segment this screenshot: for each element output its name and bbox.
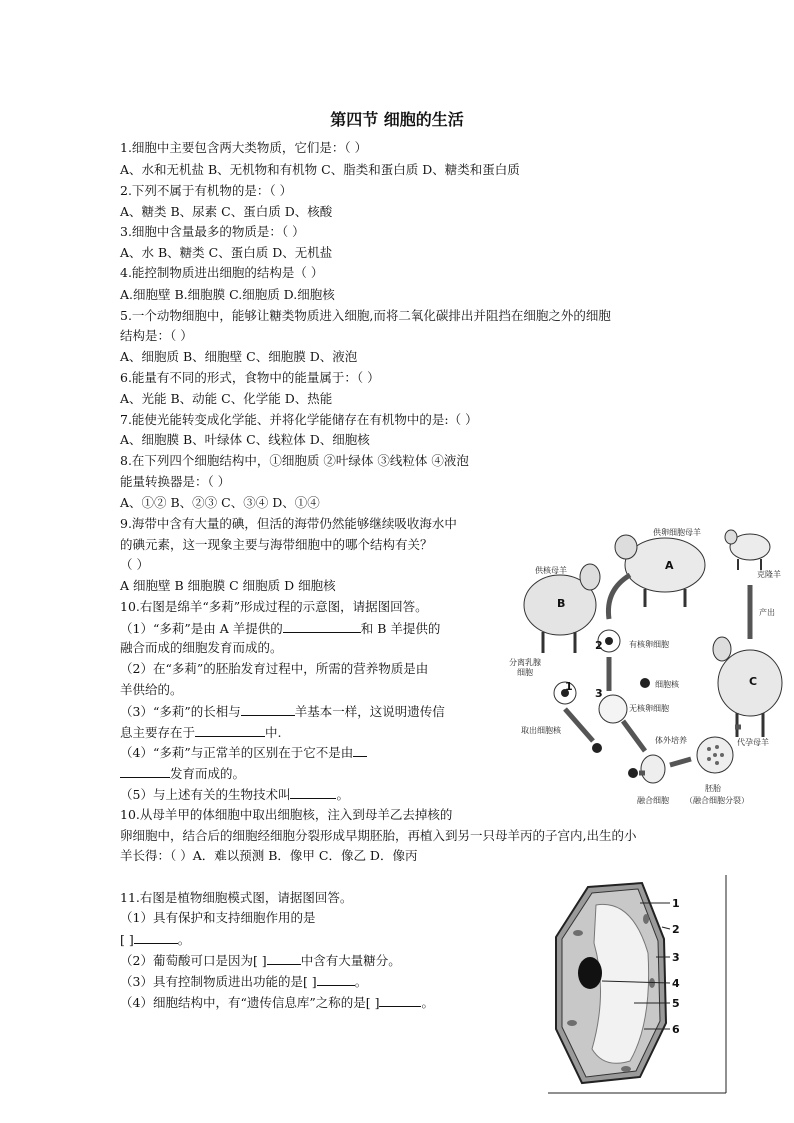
answer-blank[interactable] bbox=[120, 765, 170, 778]
fig1-label: 细胞核 bbox=[655, 680, 679, 689]
q11-3-text-b: 。 bbox=[354, 974, 368, 989]
q10-4-text-b: 发育而成的。 bbox=[170, 766, 246, 781]
sheep-a-icon bbox=[615, 535, 705, 607]
fig1-label: C bbox=[749, 675, 758, 688]
q11-1-bracket: [ ] bbox=[120, 932, 134, 947]
question-9-cont: 的碘元素，这一现象主要与海带细胞中的哪个结构有关？ bbox=[120, 537, 433, 552]
question-3-options: A、水 B、糖类 C、蛋白质 D、无机盐 bbox=[120, 245, 333, 260]
question-11-1: （1）具有保护和支持细胞作用的是 bbox=[120, 910, 316, 925]
answer-blank[interactable] bbox=[267, 952, 301, 965]
q11-2-text-b: 中含有大量糖分。 bbox=[300, 953, 401, 968]
fig1-label: 代孕母羊 bbox=[737, 738, 769, 747]
question-6-options: A、光能 B、动能 C、化学能 D、热能 bbox=[120, 391, 333, 406]
question-3: 3.细胞中含量最多的物质是：（ ） bbox=[120, 224, 305, 239]
fig1-label: 供核母羊 bbox=[535, 566, 567, 575]
question-5-options: A、细胞质 B、细胞壁 C、细胞膜 D、液泡 bbox=[120, 349, 358, 364]
q10-3-text-c: 息主要存在于 bbox=[120, 725, 196, 740]
fig2-label: 1 bbox=[672, 897, 680, 910]
nucleus bbox=[578, 957, 602, 989]
fig2-label: 5 bbox=[672, 997, 680, 1010]
fig1-label: 有核卵细胞 bbox=[629, 640, 669, 649]
fig1-label: 1 bbox=[565, 680, 573, 693]
fig1-label: 胚胎 bbox=[705, 784, 721, 793]
question-10-5 bbox=[120, 786, 349, 803]
question-10-1-cont: 融合而成的细胞发育而成的。 bbox=[120, 640, 283, 655]
q11-2-text-a: （2）葡萄酸可口是因为[ ] bbox=[120, 953, 267, 968]
question-10-1 bbox=[120, 620, 440, 637]
question-10b-options: 羊长得：（ ）A．难以预测 B．像甲 C．像乙 D．像丙 bbox=[120, 848, 418, 863]
question-10-3-cont bbox=[120, 724, 282, 741]
question-11-intro: 11.右图是植物细胞模式图，请据图回答。 bbox=[120, 890, 353, 905]
fig1-label: A bbox=[665, 559, 674, 572]
question-10-4 bbox=[120, 744, 367, 761]
answer-blank[interactable] bbox=[134, 931, 178, 944]
question-8-options: A、①② B、②③ C、③④ D、①④ bbox=[120, 495, 320, 510]
fig1-label: 2 bbox=[595, 639, 603, 652]
q11-4-text-a: （4）细胞结构中，有“遗传信息库”之称的是[ ] bbox=[120, 995, 380, 1010]
question-1-options: A、水和无机盐 B、无机物和有机物 C、脂类和蛋白质 D、糖类和蛋白质 bbox=[120, 162, 520, 177]
fig2-label: 6 bbox=[672, 1023, 680, 1036]
fig1-label: 供卵细胞母羊 bbox=[653, 528, 701, 537]
q11-1-end: 。 bbox=[177, 932, 191, 947]
fig1-label: 融合细胞 bbox=[637, 796, 669, 805]
clone-sheep-icon bbox=[725, 530, 770, 570]
page-title: 第四节 细胞的生活 bbox=[330, 110, 464, 129]
question-11-1-cont bbox=[120, 931, 190, 948]
question-5: 5.一个动物细胞中，能够让糖类物质进入细胞,而将二氧化碳排出并阻挡在细胞之外的细胞 bbox=[120, 308, 611, 323]
question-11-4 bbox=[120, 994, 434, 1011]
q10-5-text-a: （5）与上述有关的生物技术叫 bbox=[120, 787, 291, 802]
question-10-intro: 10.右图是绵羊“多莉”形成过程的示意图，请据图回答。 bbox=[120, 599, 428, 614]
q10-3-text-d: 中. bbox=[265, 725, 282, 740]
answer-blank[interactable] bbox=[317, 973, 355, 986]
sheep-c-icon bbox=[713, 637, 782, 737]
question-4: 4.能控制物质进出细胞的结构是（ ） bbox=[120, 265, 324, 280]
question-10b: 10.从母羊甲的体细胞中取出细胞核，注入到母羊乙去掉核的 bbox=[120, 807, 453, 822]
fig1-label: 分离乳腺 bbox=[509, 658, 541, 667]
fig1-label: 产出 bbox=[759, 608, 775, 617]
q10-3-text-b: 羊基本一样，这说明遗传信 bbox=[294, 704, 445, 719]
answer-blank[interactable] bbox=[353, 744, 367, 757]
question-10-3 bbox=[120, 703, 445, 720]
fig1-label: 体外培养 bbox=[655, 736, 687, 745]
question-11-2 bbox=[120, 952, 401, 969]
answer-blank[interactable] bbox=[241, 703, 295, 716]
cloning-diagram bbox=[505, 515, 787, 817]
question-10-4-cont bbox=[120, 765, 245, 782]
question-2: 2.下列不属于有机物的是：（ ） bbox=[120, 183, 293, 198]
question-9: 9.海带中含有大量的碘，但活的海带仍然能够继续吸收海水中 bbox=[120, 516, 457, 531]
question-8-cont: 能量转换器是：（ ） bbox=[120, 474, 231, 489]
answer-blank[interactable] bbox=[379, 994, 421, 1007]
fig2-label: 2 bbox=[672, 923, 680, 936]
answer-blank[interactable] bbox=[283, 620, 361, 633]
q10-1-text-b: 和 B 羊提供的 bbox=[360, 621, 441, 636]
question-7-options: A、细胞膜 B、叶绿体 C、线粒体 D、细胞核 bbox=[120, 432, 370, 447]
fig1-label: B bbox=[557, 597, 566, 610]
answer-blank[interactable] bbox=[290, 786, 336, 799]
fig1-label: 细胞 bbox=[517, 668, 533, 677]
fig1-label: 3 bbox=[595, 687, 603, 700]
q10-4-text-a: （4）“多莉”与正常羊的区别在于它不是由 bbox=[120, 745, 354, 760]
fig2-label: 4 bbox=[672, 977, 680, 990]
question-8: 8.在下列四个细胞结构中，①细胞质 ②叶绿体 ③线粒体 ④液泡 bbox=[120, 453, 469, 468]
question-4-options: A.细胞壁 B.细胞膜 C.细胞质 D.细胞核 bbox=[120, 287, 335, 302]
question-5-cont: 结构是：（ ） bbox=[120, 328, 193, 343]
question-6: 6.能量有不同的形式，食物中的能量属于：（ ） bbox=[120, 370, 380, 385]
question-11-3 bbox=[120, 973, 367, 990]
question-1: 1.细胞中主要包含两大类物质，它们是：（ ） bbox=[120, 140, 368, 155]
fig1-label: （融合细胞分裂） bbox=[685, 796, 749, 805]
q11-4-text-b: 。 bbox=[421, 995, 434, 1010]
question-9-paren: （ ） bbox=[120, 557, 149, 572]
fig1-label: 克隆羊 bbox=[757, 570, 781, 579]
question-10-2-cont: 羊供给的。 bbox=[120, 682, 183, 697]
plant-cell-diagram bbox=[548, 873, 734, 1095]
question-2-options: A、糖类 B、尿素 C、蛋白质 D、核酸 bbox=[120, 204, 333, 219]
q10-1-text-a: （1）“多莉”是由 A 羊提供的 bbox=[120, 621, 283, 636]
question-10-2: （2）在“多莉”的胚胎发育过程中，所需的营养物质是由 bbox=[120, 661, 429, 676]
answer-blank[interactable] bbox=[195, 724, 265, 737]
fig1-label: 无核卵细胞 bbox=[629, 704, 669, 713]
question-7: 7.能使光能转变成化学能、并将化学能储存在有机物中的是:（ ） bbox=[120, 412, 478, 427]
q11-3-text-a: （3）具有控制物质进出功能的是[ ] bbox=[120, 974, 317, 989]
q10-5-text-b: 。 bbox=[336, 787, 349, 802]
fig1-label: 取出细胞核 bbox=[521, 726, 561, 735]
q10-3-text-a: （3）“多莉”的长相与 bbox=[120, 704, 241, 719]
question-10b-cont: 卵细胞中，结合后的细胞经细胞分裂形成早期胚胎，再植入到另一只母羊丙的子宫内,出生的小 bbox=[120, 828, 637, 843]
question-9-options: A 细胞壁 B 细胞膜 C 细胞质 D 细胞核 bbox=[120, 578, 336, 593]
fig2-label: 3 bbox=[672, 951, 680, 964]
